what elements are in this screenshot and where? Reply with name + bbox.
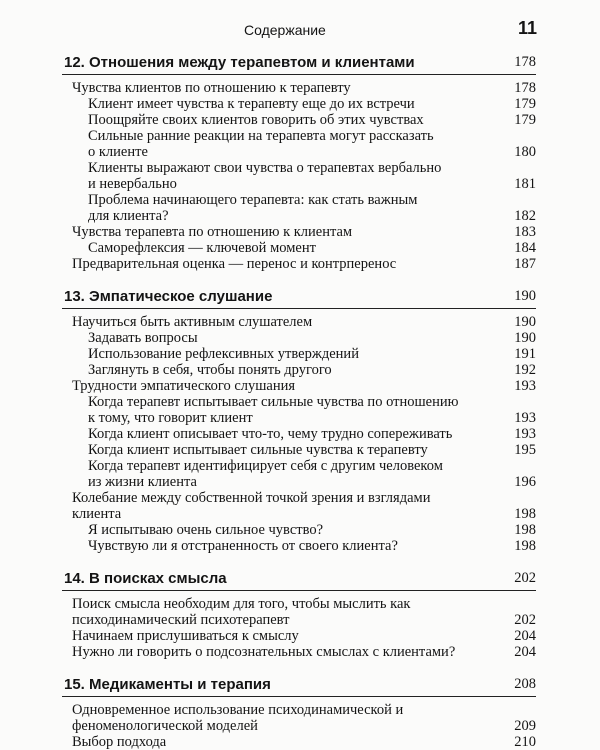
toc-entry [72,596,536,628]
toc-entry-text: Нужно ли говорить о подсознательных смыслах с клиентами? [72,644,456,660]
chapter-divider [62,590,536,591]
toc-entry-text: и невербально [88,176,177,192]
toc-chapter [62,676,536,750]
chapter-page-number: 190 [514,288,536,304]
toc-entry [72,314,536,330]
toc-entry-page: 184 [514,240,536,256]
toc-entry-text: Клиенты выражают свои чувства о терапевтах вербально [88,160,442,176]
table-of-contents [62,52,536,750]
toc-entry-text: Одновременное использование психодинамической и [72,702,404,718]
toc-entry-page: 182 [514,208,536,224]
toc-entry-page: 198 [514,538,536,554]
toc-entry-text: Выбор подхода [72,734,167,750]
chapter-title: 15. Медикаменты и терапия [64,676,271,693]
toc-entry-text: Чувства клиентов по отношению к терапевту [72,80,351,96]
toc-entry-text: Я испытываю очень сильное чувство? [88,522,324,538]
toc-entry [88,240,536,256]
chapter-heading [62,54,536,74]
toc-entry-page: 181 [514,176,536,192]
chapter-page-number: 178 [514,54,536,70]
chapter-title: 13. Эмпатическое слушание [64,288,273,305]
toc-entry-page: 191 [514,346,536,362]
toc-entry [72,378,536,394]
toc-entry-text: из жизни клиента [88,474,197,490]
toc-entry-page: 202 [514,612,536,628]
toc-entry-text: Когда терапевт идентифицирует себя с другим человеком [88,458,443,474]
toc-entry-text: Чувства терапевта по отношению к клиентам [72,224,353,240]
toc-entry-page: 179 [514,112,536,128]
chapter-page-number: 208 [514,676,536,692]
toc-entry-text: Чувствую ли я отстраненность от своего клиента? [88,538,398,554]
toc-entry-text: Когда клиент испытывает сильные чувства к терапевту [88,442,428,458]
toc-entry-text: Клиент имеет чувства к терапевту еще до их встречи [88,96,415,112]
toc-entry-page: 183 [514,224,536,240]
toc-entry-text: Когда клиент описывает что-то, чему трудно сопереживать [88,426,453,442]
toc-entry [72,80,536,96]
toc-entry-text: Начинаем прислушиваться к смыслу [72,628,299,644]
toc-entry-page: 192 [514,362,536,378]
toc-entry-text: психодинамический психотерапевт [72,612,290,628]
toc-chapter [62,54,536,286]
toc-entry [88,346,536,362]
toc-entry [88,362,536,378]
toc-entry-page: 193 [514,426,536,442]
toc-entry [88,128,536,160]
toc-entry-page: 195 [514,442,536,458]
chapter-divider [62,308,536,309]
toc-chapter [62,288,536,568]
toc-entry-text: Поиск смысла необходим для того, чтобы мыслить как [72,596,411,612]
toc-entry [88,330,536,346]
toc-entry [88,394,536,426]
toc-entry-text: Заглянуть в себя, чтобы понять другого [88,362,332,378]
chapter-divider [62,74,536,75]
toc-entry-page: 204 [514,644,536,660]
toc-entry-text: для клиента? [88,208,169,224]
toc-chapter [62,570,536,674]
toc-entry-page: 190 [514,330,536,346]
toc-entry-text: о клиенте [88,144,148,160]
toc-entry [72,628,536,644]
toc-entry-page: 187 [514,256,536,272]
toc-entry-text: Проблема начинающего терапевта: как стать важным [88,192,418,208]
toc-entry-page: 193 [514,378,536,394]
toc-entry-text: Поощряйте своих клиентов говорить об этих чувствах [88,112,424,128]
toc-entry-text: к тому, что говорит клиент [88,410,253,426]
chapter-heading [62,676,536,696]
running-header-title: Содержание [244,22,326,38]
toc-entry-page: 209 [514,718,536,734]
toc-entry-text: Саморефлексия — ключевой момент [88,240,316,256]
chapter-heading [62,288,536,308]
toc-entry-text: Когда терапевт испытывает сильные чувства по отношению [88,394,459,410]
toc-entry [88,538,536,554]
toc-entry [88,426,536,442]
chapter-page-number: 202 [514,570,536,586]
toc-entry-text: Трудности эмпатического слушания [72,378,296,394]
running-header [0,18,600,42]
toc-entry-page: 193 [514,410,536,426]
toc-entry [72,734,536,750]
toc-entry-text: Научиться быть активным слушателем [72,314,313,330]
toc-entry-page: 196 [514,474,536,490]
toc-entry-page: 180 [514,144,536,160]
toc-entry [88,160,536,192]
toc-entry [88,458,536,490]
toc-entry [72,644,536,660]
toc-entry [72,224,536,240]
toc-entry-page: 179 [514,96,536,112]
toc-entry [88,192,536,224]
chapter-title: 14. В поисках смысла [64,570,227,587]
chapter-heading [62,570,536,590]
toc-entry [72,256,536,272]
toc-entry-page: 198 [514,522,536,538]
toc-entry-text: Использование рефлексивных утверждений [88,346,359,362]
toc-entry [72,490,536,522]
page-number: 11 [518,18,538,38]
toc-entry-text: феноменологической моделей [72,718,258,734]
toc-entry-text: Сильные ранние реакции на терапевта могут рассказать [88,128,434,144]
toc-entry-text: Задавать вопросы [88,330,198,346]
toc-entry [72,702,536,734]
toc-entry-text: Колебание между собственной точкой зрения и взглядами клиента [72,490,431,522]
toc-entry [88,522,536,538]
toc-entry-page: 210 [514,734,536,750]
toc-entry [88,442,536,458]
chapter-divider [62,696,536,697]
toc-entry-page: 198 [514,506,536,522]
toc-entry-page: 204 [514,628,536,644]
toc-entry-text: Предварительная оценка — перенос и контрперенос [72,256,397,272]
toc-entry [88,96,536,112]
chapter-title: 12. Отношения между терапевтом и клиентами [64,54,415,71]
toc-entry-page: 190 [514,314,536,330]
toc-entry-page: 178 [514,80,536,96]
toc-entry [88,112,536,128]
